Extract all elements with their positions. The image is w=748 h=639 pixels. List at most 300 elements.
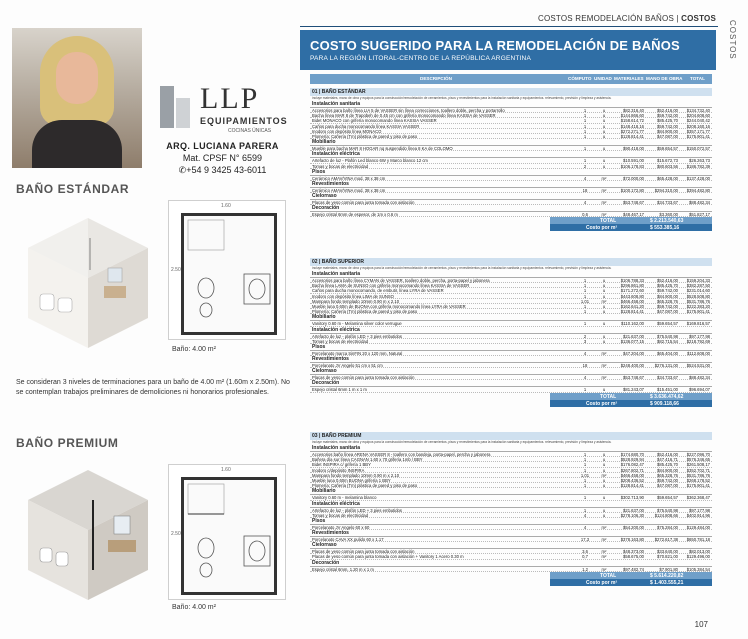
cell-labor: $59.654,57 <box>657 146 678 152</box>
cell-total: $204.608,60 <box>686 113 710 119</box>
cell-unit: u <box>602 118 606 124</box>
table-row <box>310 134 712 139</box>
cell-labor: $124.808,66 <box>654 512 678 518</box>
cell-materials: $466.458,00 <box>620 298 644 304</box>
per-m2-value: $ 553.385,16 <box>650 225 680 232</box>
cell-total: $134.732,40 <box>686 108 710 113</box>
cell-description: Artefacto de luz - plafón LED + 3 pies embutidos <box>312 333 402 339</box>
cell-quantity: 1 <box>583 462 587 468</box>
cell-description: Artefacto de luz - plafón LED + 3 pies embutidos <box>312 507 402 513</box>
cell-description: Bañera día sur línea CAGNAN 1.60 x 70 grifería 1mb / BBY <box>312 457 423 463</box>
cell-total: $650.781,18 <box>686 537 710 543</box>
cell-unit: m² <box>601 472 607 478</box>
cell-materials: $21.637,00 <box>623 507 644 513</box>
table-row <box>310 495 712 500</box>
cell-description: Bidet INSPIRA c/ grifería 1 BBY <box>312 462 371 468</box>
cell-unit: m² <box>601 187 607 193</box>
cell-total: $175.901,41 <box>686 483 710 489</box>
cell-labor: $82.715,54 <box>657 338 678 344</box>
cell-unit: m² <box>601 363 607 369</box>
cell-labor: $3.360,00 <box>659 212 678 218</box>
cell-labor: $84.900,00 <box>657 467 678 473</box>
cell-total: $186.782,39 <box>686 163 710 169</box>
th-unit: UNIDAD <box>594 76 612 81</box>
cell-labor: $47.087,00 <box>657 483 678 489</box>
cell-quantity: 1 <box>583 146 587 152</box>
group-header: Instalación eléctrica <box>310 501 712 508</box>
cell-total: $175.901,41 <box>686 309 710 315</box>
cell-description: Inodoro c/depósito INSPIRA <box>312 467 365 473</box>
company-logo <box>160 82 290 136</box>
group-header: Instalación sanitaria <box>310 101 712 108</box>
cell-unit: u <box>602 288 606 294</box>
cell-quantity: 1 <box>583 477 587 483</box>
group-header: Mobiliario <box>310 488 712 495</box>
group-header: Mobiliario <box>310 314 712 321</box>
per-m2-row <box>550 579 712 586</box>
cell-description: Placas de yeso común para junta tomada con aislación <box>312 200 415 206</box>
cell-labor: $84.900,00 <box>657 128 678 134</box>
cell-unit: u <box>602 133 606 139</box>
cell-quantity: 1 <box>583 283 587 289</box>
cell-total: $51.827,17 <box>689 212 710 218</box>
group-header: Instalación eléctrica <box>310 327 712 334</box>
cell-materials: $128.814,41 <box>620 483 644 489</box>
cell-quantity: 1,2 <box>582 566 588 572</box>
side-tab <box>728 20 742 110</box>
plan-height: 2.50 <box>171 267 181 273</box>
cell-total: $97.177,98 <box>689 507 710 513</box>
cell-materials: $100.172,80 <box>620 187 644 193</box>
cell-total: $352.702,71 <box>686 467 710 473</box>
premium-title: BAÑO PREMIUM <box>16 436 119 450</box>
total-label: TOTAL <box>600 218 617 225</box>
cell-description: Accesorios para baño línea LIA 5 de VASSER sin línea correcciones, toallero doble, percha y portarrollo <box>312 108 505 113</box>
plan-width-premium: 1.60 <box>221 467 231 473</box>
cell-description: Vanitory 0.60 m - melamina blanco <box>312 495 377 501</box>
table-row <box>310 554 712 559</box>
cell-unit: m² <box>601 212 607 218</box>
table-row <box>310 375 712 380</box>
cell-labor: $276.131,00 <box>654 363 678 369</box>
cell-labor: $85.425,70 <box>657 462 678 468</box>
cell-description: Bacha línea MAR 8 de Trapobeh de 0.45 cm con grifería monocomando línea KASSIA de VASSER <box>312 113 496 119</box>
cell-description: Tomas y bocas de electricidad <box>312 338 369 344</box>
cell-total: $175.901,41 <box>686 133 710 139</box>
cell-quantity: 0,6 <box>582 212 588 218</box>
architect-info <box>160 140 285 176</box>
section-note: incluye materiales, mano de obra y equipos para la construcción/remodelación de cerramientos, pisos y revestimientos para la instalación sanitaria y equipamientos. relevamiento, previsión y limpieza y asistencia. <box>312 266 612 270</box>
cell-description: Plomería: Cañería (Tm) plástica de pared y piso de paso <box>312 309 418 315</box>
cell-materials: $47.204,00 <box>623 350 644 356</box>
cell-materials: $53.748,67 <box>623 200 644 206</box>
cell-description: Mampara fondo templado 10mm 0.90 m x 2.10 <box>312 472 400 478</box>
cell-total: $169.816,57 <box>686 321 710 327</box>
cell-quantity: 1 <box>583 309 587 315</box>
page-number: 107 <box>694 620 708 629</box>
cell-unit: m² <box>601 566 607 572</box>
section-note: incluye materiales, mano de obra y equipos para la construcción/remodelación de cerramientos, pisos y revestimientos para la instalación sanitaria y equipamientos. relevamiento, previsión y limpieza y asistencia. <box>312 96 612 100</box>
whatsapp-icon: ✆ <box>178 165 187 175</box>
group-header: Revestimientos <box>310 530 712 537</box>
cell-total: $357.171,77 <box>686 128 710 134</box>
side-tab-label: COSTOS <box>728 20 737 60</box>
cell-quantity: 1 <box>583 288 587 294</box>
cell-labor: $59.742,00 <box>657 113 678 119</box>
cell-quantity: 1 <box>583 387 587 393</box>
running-header-left: COSTOS REMODELACIÓN BAÑOS <box>538 14 674 23</box>
cell-description: Plomería: Cañería (Tm) plástica de pared y piso de paso <box>312 483 418 489</box>
cell-unit: m² <box>601 298 607 304</box>
cell-quantity: 4 <box>583 512 587 518</box>
cell-quantity: 2 <box>583 163 587 169</box>
cell-labor: $15.451,00 <box>657 387 678 393</box>
table-row <box>310 483 712 488</box>
cell-total: $88.482,34 <box>689 375 710 381</box>
cell-unit: m² <box>601 554 607 560</box>
cell-unit: u <box>602 333 606 339</box>
banner-subtitle: PARA LA REGIÓN LITORAL-CENTRO DE LA REPÚBLICA ARGENTINA <box>310 55 531 62</box>
cell-total: $97.177,98 <box>689 333 710 339</box>
cell-unit: u <box>602 452 606 457</box>
cell-description: Espejo cristal 6mm, 1.20 m x 1 m <box>312 566 374 572</box>
cost-banner <box>300 30 716 70</box>
per-m2-label: Costo por m² <box>586 400 618 407</box>
total-row <box>550 217 712 224</box>
cell-unit: u <box>602 467 606 473</box>
cell-description: Bacha línea LAMA de SUNSO con grifería monocomando línea KASSIA de VASSER <box>312 283 470 289</box>
cell-materials: $58.675,00 <box>623 554 644 560</box>
cell-unit: u <box>602 507 606 513</box>
cell-unit: u <box>602 303 606 309</box>
cell-quantity: 1 <box>583 278 587 283</box>
cost-table <box>310 432 712 586</box>
cell-labor: $59.742,00 <box>657 123 678 129</box>
cell-unit: u <box>602 163 606 169</box>
table-row <box>310 146 712 151</box>
cell-materials: $296.861,80 <box>620 283 644 289</box>
cell-unit: u <box>602 128 606 134</box>
cell-total: $105.384,54 <box>686 566 710 572</box>
cell-total: $402.914,96 <box>686 512 710 518</box>
cell-quantity: 1 <box>583 507 587 513</box>
cell-description: Mueble para bacha MAR 8 HOGAR nq suspendido línea 8 KA de COLOMO <box>312 146 453 152</box>
cell-labor: $59.742,00 <box>657 303 678 309</box>
cell-labor: $59.654,57 <box>657 321 678 327</box>
cell-description: Porcelanato JV Angelo 60 x 60 <box>312 524 370 530</box>
cell-description: Tomas y bocas de electricidad <box>312 163 369 169</box>
cell-quantity: 1 <box>583 321 587 327</box>
cell-description: Accesorios para baño línea CYMAN de VASSER, toallero doble, percha, porta-papel y jabonera <box>312 278 490 283</box>
cell-materials: $528.929,94 <box>620 457 644 463</box>
cell-materials: $302.713,90 <box>620 495 644 501</box>
cell-materials: $72.000,00 <box>623 175 644 181</box>
cell-materials: $272.271,77 <box>620 128 644 134</box>
cell-description: Mampara fondo templado 10mm 0.90 m x 2.10 <box>312 298 400 304</box>
banner-title: COSTO SUGERIDO PARA LA REMODELACIÓN DE BAÑOS <box>310 38 680 53</box>
cell-labor: $85.425,70 <box>657 283 678 289</box>
cell-quantity: 17,3 <box>580 537 590 543</box>
standard-floor-plan <box>168 200 286 340</box>
th-mat: MATERIALES <box>614 76 644 81</box>
cell-description: Inodoro con depósito línea LIMA de SUNSO <box>312 293 394 299</box>
cell-total: $218.792,69 <box>686 338 710 344</box>
cell-quantity: 1 <box>583 467 587 473</box>
group-header: Cielorraso <box>310 542 712 549</box>
architect-name: ARQ. LUCIANA PARERA <box>166 141 279 151</box>
cell-materials: $48.467,17 <box>623 212 644 218</box>
cell-labor: $47.416,71 <box>657 457 678 463</box>
cell-description: Placas de yeso común para junta tomada con aislación + Vanitory 1 Acero 0.30 m <box>312 554 464 560</box>
cell-unit: u <box>602 146 606 152</box>
cell-total: $261.508,17 <box>686 462 710 468</box>
cell-unit: m² <box>601 537 607 543</box>
cell-total: $227.096,70 <box>686 452 710 457</box>
cell-total: $531.786,76 <box>686 298 710 304</box>
cell-labor: $59.654,57 <box>657 495 678 501</box>
cell-description: Porcelanato marca SinFIN 20 x 120 mm, Natural <box>312 350 403 356</box>
cell-description: Tomas y bocas de electricidad <box>312 512 369 518</box>
cell-unit: u <box>602 477 606 483</box>
cell-total: $150.072,57 <box>686 146 710 152</box>
cell-unit: m² <box>601 200 607 206</box>
cell-quantity: 4 <box>583 375 587 381</box>
standard-area-label: Baño: 4.00 m² <box>172 346 216 353</box>
header-rule <box>300 26 718 27</box>
cell-description: Caños para ducha monocomando, de embutir, línea LYRA de VASSER <box>312 288 444 294</box>
table-row <box>310 537 712 542</box>
cell-quantity: 1 <box>583 303 587 309</box>
premium-area-label: Baño: 4.00 m² <box>172 604 216 611</box>
standard-bathroom-render <box>18 208 158 348</box>
cell-labor: $33.640,00 <box>657 549 678 555</box>
cell-labor: $59.742,00 <box>657 477 678 483</box>
cell-description: Espejo cristal 6mm de espesor, de 1m x 0.6 m <box>312 212 398 218</box>
cell-description: Vanitory 0.60 m - Melamina silver color verrugue <box>312 321 402 327</box>
cell-unit: m² <box>601 549 607 555</box>
cell-materials: $128.814,41 <box>620 133 644 139</box>
cell-quantity: 1 <box>583 452 587 457</box>
cell-unit: u <box>602 462 606 468</box>
cell-labor: $294.310,00 <box>654 187 678 193</box>
cell-total: $576.346,65 <box>686 457 710 463</box>
per-m2-label: Costo por m² <box>586 579 618 586</box>
per-m2-row <box>550 400 712 407</box>
cell-quantity: 4 <box>583 524 587 530</box>
cell-total: $382.287,50 <box>686 283 710 289</box>
table-row <box>310 176 712 181</box>
cell-materials: $443.608,80 <box>620 293 644 299</box>
group-header: Pisos <box>310 169 712 176</box>
cell-total: $394.482,80 <box>686 187 710 193</box>
cell-unit: u <box>602 321 606 327</box>
cell-labor: $85.425,70 <box>657 118 678 124</box>
table-row <box>310 188 712 193</box>
cell-quantity: 1 <box>583 483 587 489</box>
total-label: TOTAL <box>600 572 617 579</box>
cell-materials: $378.163,80 <box>620 537 644 543</box>
cell-labor: $65.404,00 <box>657 350 678 356</box>
table-header <box>310 74 712 84</box>
cell-quantity: 18 <box>582 363 588 369</box>
table-row <box>310 363 712 368</box>
cell-labor: $15.672,73 <box>657 158 678 164</box>
table-row <box>310 351 712 356</box>
cell-total: $528.508,80 <box>686 293 710 299</box>
group-header: Decoración <box>310 380 712 387</box>
cell-labor: $34.733,67 <box>657 375 678 381</box>
cell-description: Artefacto de luz - Plafón Led blanco 6W y Marco blanco 12 cm <box>312 158 428 164</box>
cell-labor: $75.540,98 <box>657 333 678 339</box>
cell-description: Plomería: Cañería (Tm) plástica de pared y piso de paso <box>312 133 418 139</box>
per-m2-label: Costo por m² <box>586 225 618 232</box>
cell-materials: $53.748,67 <box>623 375 644 381</box>
cell-unit: u <box>602 338 606 344</box>
per-m2-row <box>550 224 712 231</box>
table-row <box>310 321 712 326</box>
cell-unit: u <box>602 293 606 299</box>
cell-total: $159.204,33 <box>686 278 710 283</box>
group-header: Revestimientos <box>310 181 712 188</box>
cell-materials: $136.077,15 <box>620 338 644 344</box>
group-header: Pisos <box>310 518 712 525</box>
cell-description: Cerámico AMAV/VINA mod. 38 x 38 cm <box>312 175 386 181</box>
cell-labor: $52.416,00 <box>657 452 678 457</box>
logo-word: EQUIPAMIENTOS <box>200 116 288 126</box>
cell-materials: $82.316,40 <box>623 108 644 113</box>
cell-total: $362.368,47 <box>686 495 710 501</box>
cell-materials: $110.162,00 <box>621 321 644 327</box>
cell-quantity: 1 <box>583 123 587 129</box>
cell-labor: $80.603,56 <box>657 163 678 169</box>
cell-description: Inodoro con depósito línea MONACO <box>312 128 382 134</box>
cell-description: Accesorios baño línea ARENA VASSER 8 - toallero con bandeja, porta-papel, percha y jabonera <box>312 452 491 457</box>
cell-materials: $248.400,00 <box>620 363 644 369</box>
cell-materials: $106.788,33 <box>620 278 644 283</box>
cell-quantity: 2 <box>583 333 587 339</box>
cell-quantity: 3,6 <box>582 549 588 555</box>
cell-quantity: 0,7 <box>582 554 588 560</box>
cell-description: Bidet MONACO con grifería monocomando línea KASSIA VASSER <box>312 118 437 124</box>
cell-materials: $267.802,71 <box>620 467 644 473</box>
cell-unit: u <box>602 158 606 164</box>
cell-materials: $176.082,47 <box>620 462 644 468</box>
cell-unit: u <box>602 457 606 463</box>
cell-materials: $106.178,83 <box>620 163 644 169</box>
standard-title: BAÑO ESTÁNDAR <box>16 182 130 196</box>
cost-table <box>310 258 712 407</box>
th-desc: DESCRIPCIÓN <box>420 76 452 81</box>
cell-total: $96.694,07 <box>689 387 710 393</box>
cell-unit: m² <box>601 524 607 530</box>
cell-quantity: 1,01 <box>580 472 590 478</box>
cell-quantity: 1,01 <box>580 298 590 304</box>
cell-labor: $7.901,80 <box>659 566 678 572</box>
cell-quantity: 1 <box>583 158 587 164</box>
cell-materials: $97.482,74 <box>623 566 644 572</box>
table-row <box>310 200 712 205</box>
cell-quantity: 1 <box>583 457 587 463</box>
group-header: Revestimientos <box>310 356 712 363</box>
cell-labor: $65.328,76 <box>657 298 678 304</box>
cell-total: $82.013,00 <box>689 549 710 555</box>
cell-quantity: 1 <box>583 108 587 113</box>
cell-materials: $174.680,70 <box>620 452 644 457</box>
group-header: Decoración <box>310 560 712 567</box>
logo-subtitle: COCINAS ÚNICAS <box>228 128 272 134</box>
cell-description: Cerámico AMAV/VINA mod. 38 x 38 cm <box>312 187 386 193</box>
cell-description: Espejo cristal 6mm 1 m x 1 m <box>312 387 367 393</box>
cell-materials: $148.418,16 <box>620 123 644 129</box>
cell-labor: $70.821,00 <box>657 554 678 560</box>
plan-fixtures <box>184 216 274 332</box>
cell-labor: $75.284,00 <box>657 524 678 530</box>
cell-quantity: 4 <box>583 200 587 206</box>
cell-unit: m² <box>601 350 607 356</box>
cell-total: $231.014,60 <box>686 288 710 294</box>
th-total: TOTAL <box>690 76 705 81</box>
cell-total: $129.496,00 <box>686 554 710 560</box>
architect-photo <box>12 28 142 168</box>
cell-materials: $466.458,00 <box>620 472 644 478</box>
group-header: Instalación eléctrica <box>310 151 712 158</box>
cell-labor: $52.416,00 <box>657 278 678 283</box>
cell-materials: $162.641,20 <box>620 303 644 309</box>
group-header: Cielorraso <box>310 368 712 375</box>
table-row <box>310 164 712 169</box>
table-row <box>310 525 712 530</box>
cell-quantity: 1 <box>583 133 587 139</box>
cell-materials: $21.637,00 <box>623 333 644 339</box>
section-header: 02 | BAÑO SUPERIOR <box>310 258 712 266</box>
cell-labor: $84.900,00 <box>657 293 678 299</box>
cell-materials: $278.106,30 <box>620 512 644 518</box>
cell-labor: $272.617,38 <box>654 537 678 543</box>
section-note: incluye materiales, mano de obra y equipos para la construcción/remodelación de cerramientos, pisos y revestimientos para la instalación sanitaria y equipamientos. relevamiento, previsión y limpieza y asistencia. <box>312 440 612 444</box>
cell-labor: $65.428,00 <box>657 175 678 181</box>
cell-unit: u <box>602 495 606 501</box>
total-value: $ 2.213.540,63 <box>650 218 684 225</box>
cell-total: $524.531,00 <box>686 363 710 369</box>
cell-quantity: 1 <box>583 118 587 124</box>
cell-quantity: 1 <box>583 293 587 299</box>
cell-total: $26.263,73 <box>689 158 710 164</box>
group-header: Decoración <box>310 205 712 212</box>
total-label: TOTAL <box>600 393 617 400</box>
cell-total: $129.484,00 <box>686 524 710 530</box>
cost-table <box>310 88 712 231</box>
premium-bathroom-render <box>18 460 158 600</box>
cell-description: Porcelanato CAVA XX pulido 60 x 1.17 <box>312 537 384 543</box>
cell-description: Mueble luna 0.60m de BUONA con grifería monocomando línea LYRA de VASSER <box>312 303 466 309</box>
cell-materials: $54.200,00 <box>623 524 644 530</box>
cell-unit: m² <box>601 375 607 381</box>
levels-description: Se consideran 3 niveles de terminaciones para un baño de 4.00 m² (1.60m x 2.50m). No se contemplan trabajos preliminares de demoliciones ni honorarios profesionales. <box>16 379 290 396</box>
premium-floor-plan <box>168 464 286 600</box>
cell-total: $222.383,20 <box>686 303 710 309</box>
cell-total: $244.040,42 <box>686 118 710 124</box>
cell-quantity: 4 <box>583 350 587 356</box>
cell-materials: $81.243,07 <box>623 387 644 393</box>
cell-quantity: 1 <box>583 113 587 119</box>
plan-height-premium: 2.50 <box>171 531 181 537</box>
cell-unit: u <box>602 483 606 489</box>
plan-width: 1.60 <box>221 203 231 209</box>
table-row <box>310 339 712 344</box>
cell-materials: $158.614,72 <box>620 118 644 124</box>
cell-unit: u <box>602 387 606 393</box>
cell-description: Porcelanato JV Angelo 51 cm x 51 cm <box>312 363 383 369</box>
